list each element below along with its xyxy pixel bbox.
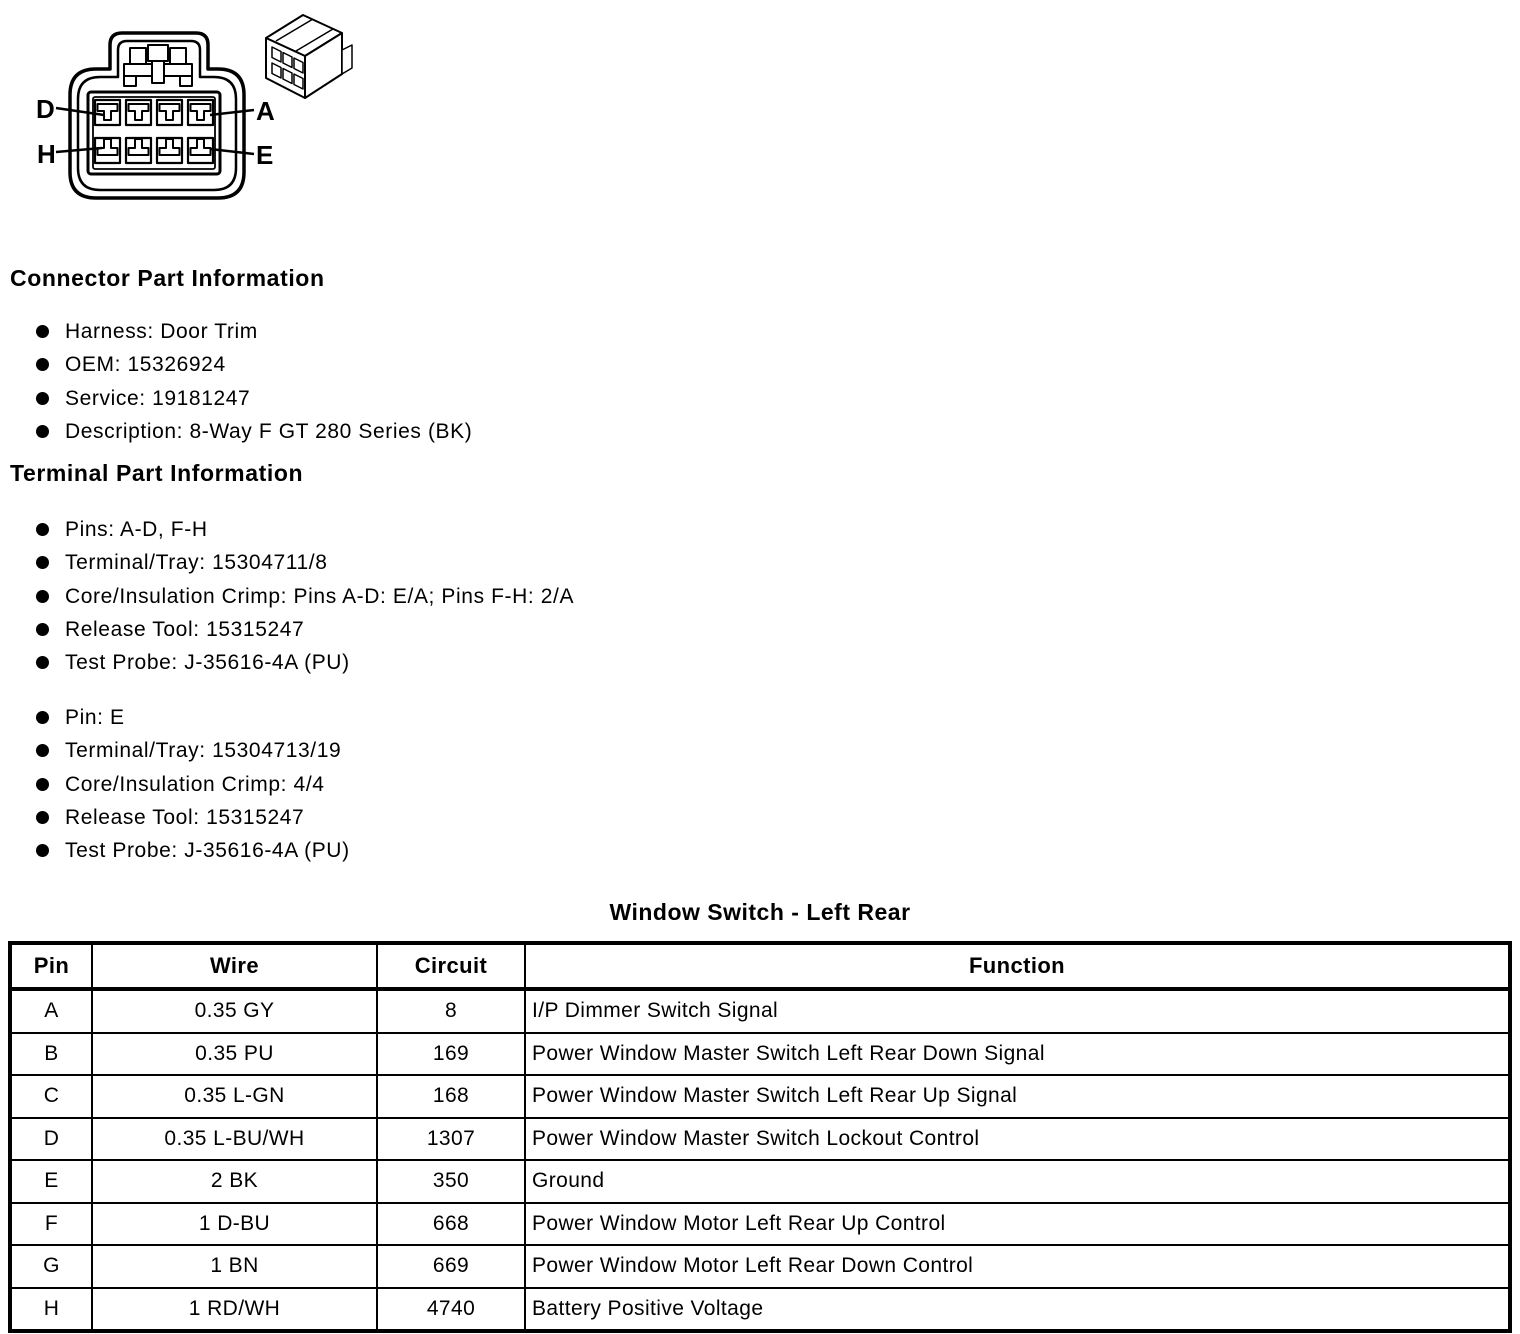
list-item: Terminal/Tray: 15304713/19: [30, 734, 350, 767]
cell-pin: D: [10, 1118, 92, 1161]
list-item: Release Tool: 15315247: [30, 613, 574, 646]
table-row: [10, 989, 1510, 1033]
table-row: [10, 1288, 1510, 1332]
cell-wire: 0.35 L-BU/WH: [92, 1118, 377, 1161]
pinout-table: [8, 941, 1512, 1333]
cell-function: Power Window Master Switch Left Rear Down Signal: [525, 1033, 1510, 1076]
list-item: Core/Insulation Crimp: 4/4: [30, 768, 350, 801]
cell-circuit: 4740: [377, 1288, 525, 1332]
cell-pin: G: [10, 1245, 92, 1288]
cell-circuit: 1307: [377, 1118, 525, 1161]
cell-wire: 0.35 GY: [92, 989, 377, 1033]
cell-wire: 1 RD/WH: [92, 1288, 377, 1332]
connector-info-list: [30, 315, 472, 448]
cell-wire: 0.35 PU: [92, 1033, 377, 1076]
cell-pin: A: [10, 989, 92, 1033]
cell-circuit: 8: [377, 989, 525, 1033]
cell-circuit: 168: [377, 1075, 525, 1118]
cell-function: Ground: [525, 1160, 1510, 1203]
table-row: [10, 1075, 1510, 1118]
cell-circuit: 169: [377, 1033, 525, 1076]
list-item: Service: 19181247: [30, 382, 472, 415]
cell-function: Power Window Motor Left Rear Up Control: [525, 1203, 1510, 1246]
cell-function: Power Window Master Switch Lockout Control: [525, 1118, 1510, 1161]
table-row: [10, 1160, 1510, 1203]
cell-wire: 1 D-BU: [92, 1203, 377, 1246]
cell-pin: H: [10, 1288, 92, 1332]
connector-face-drawing: [56, 33, 254, 198]
terminal-info-list-pin-e: [30, 701, 350, 867]
list-item: Pin: E: [30, 701, 350, 734]
table-row: [10, 1245, 1510, 1288]
list-item: OEM: 15326924: [30, 348, 472, 381]
cell-pin: F: [10, 1203, 92, 1246]
list-item: Test Probe: J-35616-4A (PU): [30, 646, 574, 679]
connector-diagram: [0, 0, 360, 215]
cell-wire: 2 BK: [92, 1160, 377, 1203]
cell-function: Power Window Master Switch Left Rear Up Signal: [525, 1075, 1510, 1118]
cell-pin: C: [10, 1075, 92, 1118]
table-row: [10, 1033, 1510, 1076]
cell-function: Battery Positive Voltage: [525, 1288, 1510, 1332]
connector-3d-icon: [266, 15, 352, 98]
cell-function: Power Window Motor Left Rear Down Control: [525, 1245, 1510, 1288]
table-row: [10, 1203, 1510, 1246]
terminal-info-list-pins-adfh: [30, 513, 574, 679]
pin-label-e: E: [256, 140, 274, 170]
list-item: Core/Insulation Crimp: Pins A-D: E/A; Pins F-H: 2/A: [30, 580, 574, 613]
terminal-info-heading: Terminal Part Information: [10, 460, 304, 486]
list-item: Description: 8-Way F GT 280 Series (BK): [30, 415, 472, 448]
column-header-function: Function: [525, 943, 1510, 989]
connector-info-heading: Connector Part Information: [10, 265, 325, 291]
cell-circuit: 669: [377, 1245, 525, 1288]
column-header-circuit: Circuit: [377, 943, 525, 989]
list-item: Release Tool: 15315247: [30, 801, 350, 834]
cell-function: I/P Dimmer Switch Signal: [525, 989, 1510, 1033]
pin-label-a: A: [256, 96, 275, 126]
column-header-pin: Pin: [10, 943, 92, 989]
cell-wire: 0.35 L-GN: [92, 1075, 377, 1118]
list-item: Harness: Door Trim: [30, 315, 472, 348]
cell-circuit: 350: [377, 1160, 525, 1203]
column-header-wire: Wire: [92, 943, 377, 989]
pin-label-h: H: [37, 139, 56, 169]
table-header-row: [10, 943, 1510, 989]
list-item: Terminal/Tray: 15304711/8: [30, 546, 574, 579]
list-item: Test Probe: J-35616-4A (PU): [30, 834, 350, 867]
pinout-table-title: Window Switch - Left Rear: [609, 899, 911, 925]
table-row: [10, 1118, 1510, 1161]
cell-circuit: 668: [377, 1203, 525, 1246]
cell-pin: B: [10, 1033, 92, 1076]
cell-pin: E: [10, 1160, 92, 1203]
pin-label-d: D: [36, 94, 55, 124]
cell-wire: 1 BN: [92, 1245, 377, 1288]
list-item: Pins: A-D, F-H: [30, 513, 574, 546]
